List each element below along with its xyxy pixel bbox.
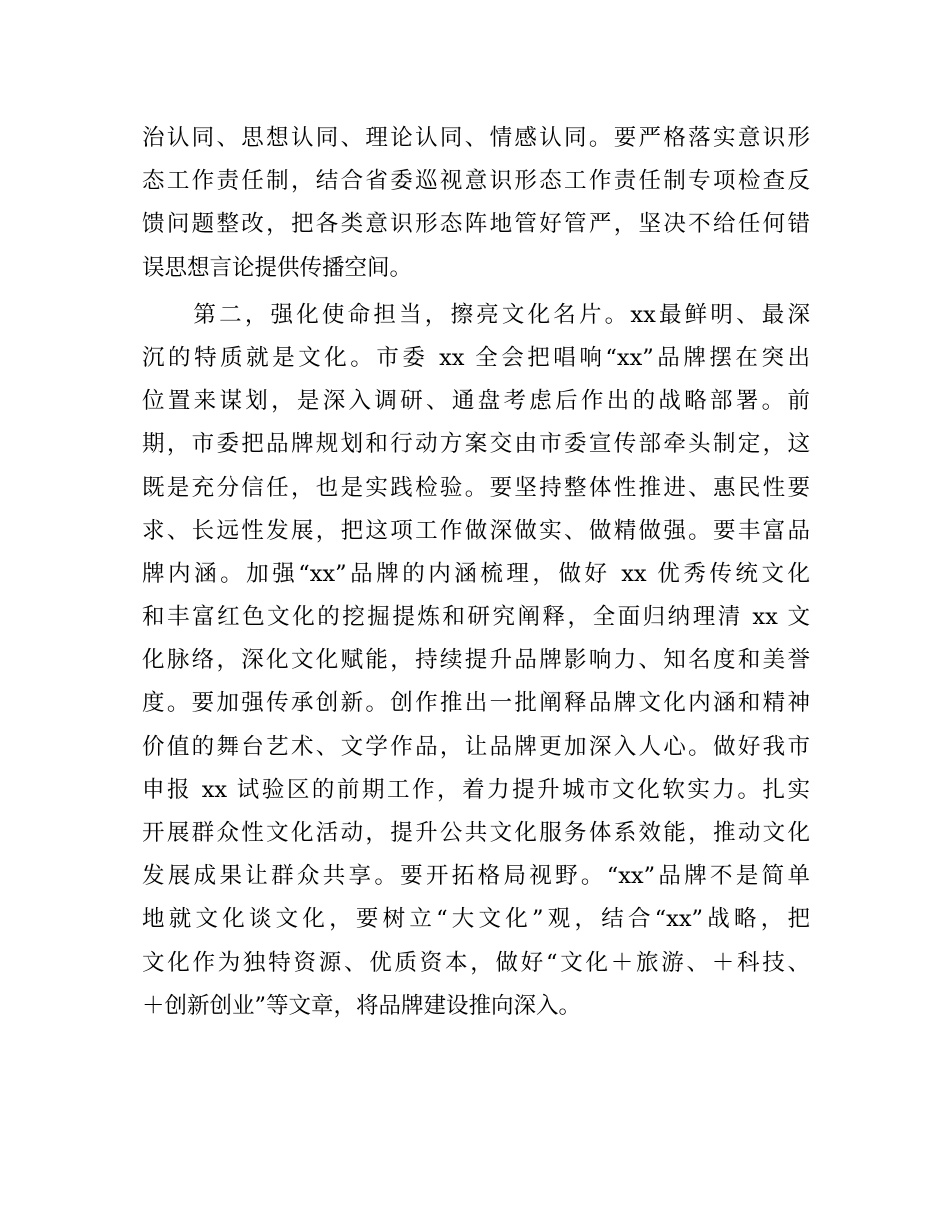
- text-line: 发展成果让群众共享。要开拓格局视野。“xx”品牌不是简单: [142, 863, 810, 890]
- paragraph-1: [142, 117, 810, 290]
- text-line: 态工作责任制，结合省委巡视意识形态工作责任制专项检查反: [142, 168, 810, 195]
- paragraph-2: [142, 294, 810, 1028]
- text-line: 沉的特质就是文化。市委 xx 全会把唱响“xx”品牌摆在突出: [142, 344, 810, 371]
- text-line: 误思想言论提供传播空间。: [142, 254, 413, 281]
- text-line: ＋创新创业”等文章，将品牌建设推向深入。: [142, 992, 582, 1019]
- text-line: 价值的舞台艺术、文学作品，让品牌更加深入人心。做好我市: [142, 733, 810, 760]
- text-line: 位置来谋划，是深入调研、通盘考虑后作出的战略部署。前: [142, 388, 810, 415]
- text-line: 求、长远性发展，把这项工作做深做实、做精做强。要丰富品: [142, 517, 810, 544]
- text-line: 期，市委把品牌规划和行动方案交由市委宣传部牵头制定，这: [142, 431, 810, 458]
- text-line: 第二，强化使命担当，擦亮文化名片。xx最鲜明、最深: [142, 301, 810, 328]
- document-body: [142, 117, 810, 1028]
- text-line: 地就文化谈文化，要树立“大文化”观，结合“xx”战略，把: [142, 906, 810, 933]
- text-line: 既是充分信任，也是实践检验。要坚持整体性推进、惠民性要: [142, 474, 810, 501]
- text-line: 度。要加强传承创新。创作推出一批阐释品牌文化内涵和精神: [142, 690, 810, 717]
- text-line: 化脉络，深化文化赋能，持续提升品牌影响力、知名度和美誉: [142, 647, 810, 674]
- text-line: 馈问题整改，把各类意识形态阵地管好管严，坚决不给任何错: [142, 211, 810, 238]
- text-line: 牌内涵。加强“xx”品牌的内涵梳理，做好 xx 优秀传统文化: [142, 560, 810, 587]
- text-line: 和丰富红色文化的挖掘提炼和研究阐释，全面归纳理清 xx 文: [142, 604, 810, 631]
- text-line: 申报 xx 试验区的前期工作，着力提升城市文化软实力。扎实: [142, 776, 810, 803]
- text-line: 开展群众性文化活动，提升公共文化服务体系效能，推动文化: [142, 820, 810, 846]
- text-line: 治认同、思想认同、理论认同、情感认同。要严格落实意识形: [142, 125, 810, 151]
- text-line: 文化作为独特资源、优质资本，做好“文化＋旅游、＋科技、: [142, 949, 810, 976]
